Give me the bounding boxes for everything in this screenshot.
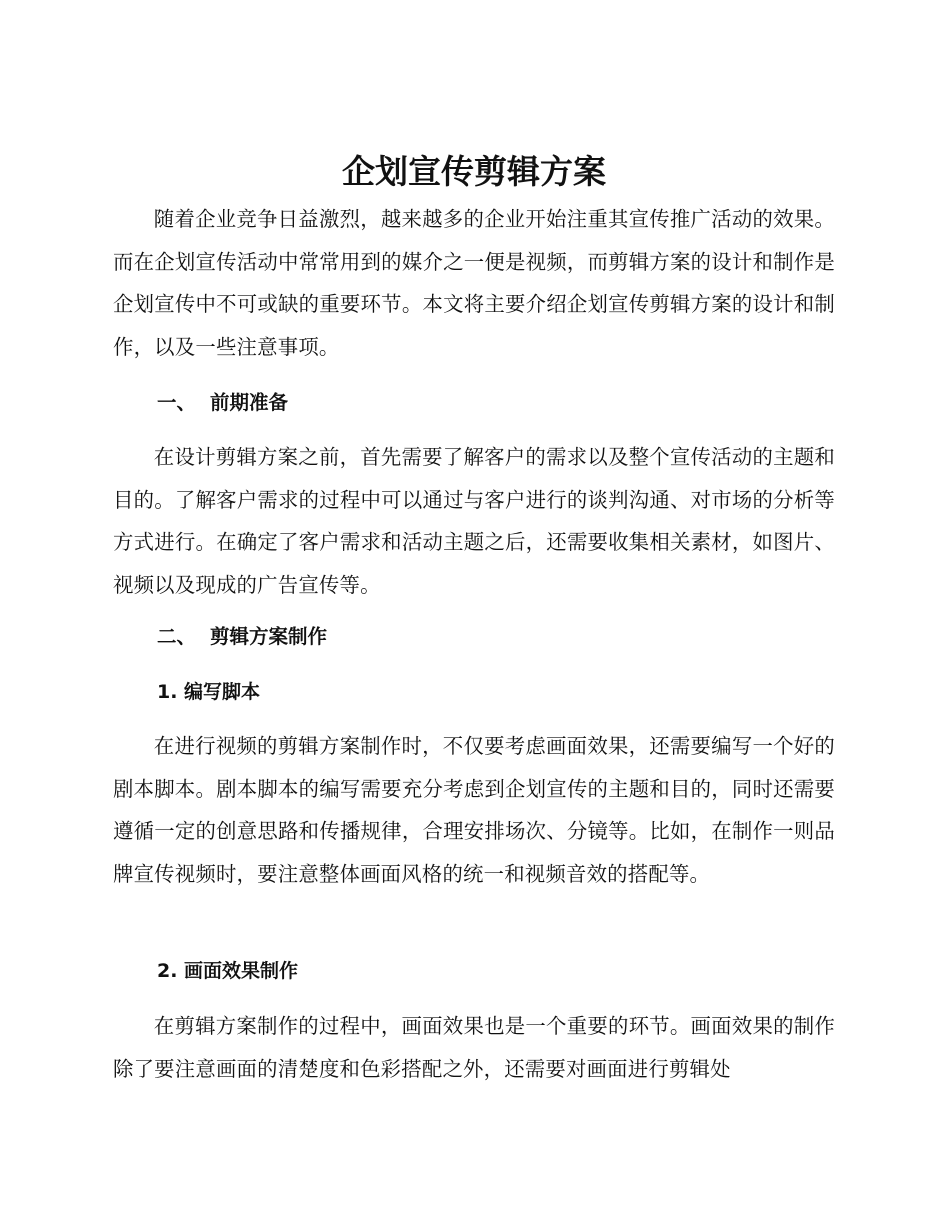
visual-effects-paragraph: 在剪辑方案制作的过程中，画面效果也是一个重要的环节。画面效果的制作除了要注意画面的清楚度和色彩搭配之外，还需要对画面进行剪辑处 <box>113 1014 835 1081</box>
section-number: 二、 <box>157 625 197 648</box>
document-title: 企划宣传剪辑方案 <box>342 152 606 191</box>
subsection-heading-script: 1. 编写脚本 <box>157 681 261 703</box>
preparation-paragraph: 在设计剪辑方案之前，首先需要了解客户的需求以及整个宣传活动的主题和目的。了解客户需求的过程中可以通过与客户进行的谈判沟通、对市场的分析等方式进行。在确定了客户需求和活动主题之后，还需要收集相关素材，如图片、视频以及现成的广告宣传等。 <box>113 445 835 597</box>
section-number: 一、 <box>157 391 197 414</box>
script-paragraph: 在进行视频的剪辑方案制作时，不仅要考虑画面效果，还需要编写一个好的剧本脚本。剧本脚本的编写需要充分考虑到企划宣传的主题和目的，同时还需要遵循一定的创意思路和传播规律，合理安排场次、分镜等。比如，在制作一则品牌宣传视频时，要注意整体画面风格的统一和视频音效的搭配等。 <box>113 734 835 886</box>
section-heading-preparation <box>157 388 288 418</box>
subsection-heading-visual-effects: 2. 画面效果制作 <box>157 960 299 982</box>
section-heading-editing-plan <box>157 622 327 652</box>
section-title: 剪辑方案制作 <box>210 625 328 648</box>
section-title: 前期准备 <box>210 391 289 414</box>
intro-paragraph: 随着企业竞争日益激烈，越来越多的企业开始注重其宣传推广活动的效果。而在企划宣传活动中常常用到的媒介之一便是视频，而剪辑方案的设计和制作是企划宣传中不可或缺的重要环节。本文将主要介绍企划宣传剪辑方案的设计和制作，以及一些注意事项。 <box>113 207 835 359</box>
